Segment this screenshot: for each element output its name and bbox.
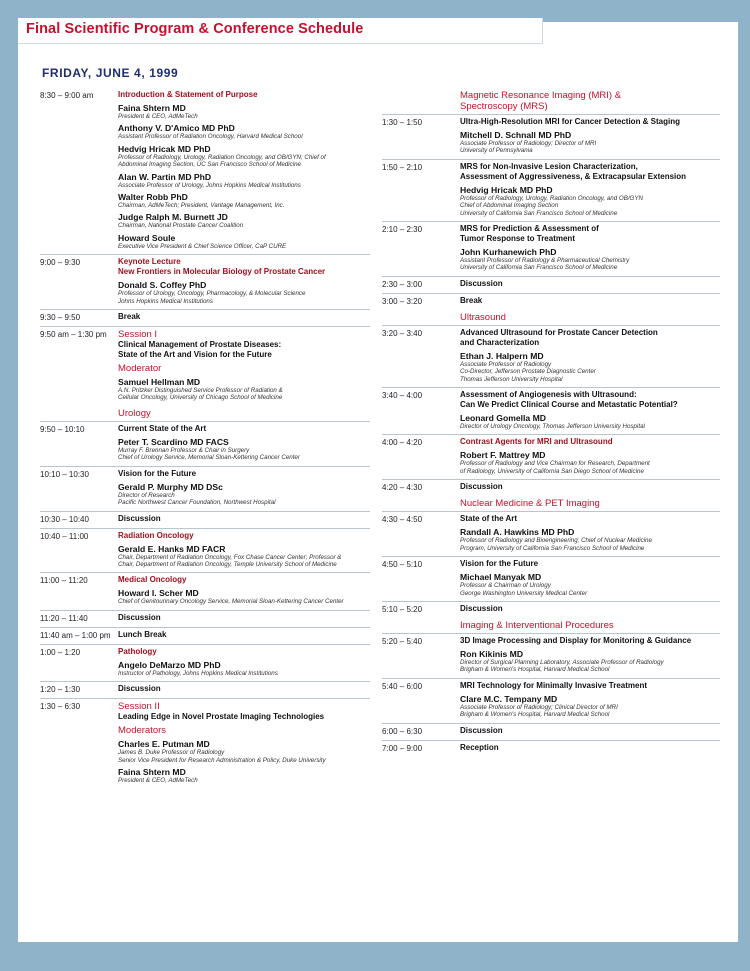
section-heading: Ultrasound: [382, 310, 720, 326]
left-schedule-column: [40, 88, 370, 788]
speaker: [118, 377, 370, 402]
speaker-affiliation: President & CEO, AdMeTech: [118, 776, 198, 784]
time-slot: 5:10 – 5:20: [382, 604, 423, 614]
session-details: [460, 224, 720, 272]
speaker-name: Judge Ralph M. Burnett JD: [118, 212, 228, 223]
speaker-name: Samuel Hellman MD: [118, 377, 201, 388]
speaker-name: Gerald E. Hanks MD FACR: [118, 543, 226, 554]
schedule-row: [382, 326, 720, 388]
speaker: [118, 212, 370, 229]
schedule-row: [40, 628, 370, 645]
session-details: [460, 514, 720, 552]
time-slot: 10:40 – 11:00: [40, 531, 89, 541]
time-slot: 1:30 – 6:30: [40, 702, 81, 712]
speaker-affiliation: Program, University of California San Francisco School of Medicine: [460, 544, 645, 552]
schedule-row: [382, 435, 720, 480]
session-title: Reception: [460, 742, 499, 752]
session-title: Current State of the Art: [118, 423, 207, 433]
section-heading: Urology: [40, 406, 370, 422]
speaker: [460, 130, 720, 155]
speaker-affiliation: Assistant Professor of Radiation Oncology, Harvard Medical School: [118, 133, 303, 141]
session-title: MRS for Prediction & Assessment of: [460, 224, 599, 234]
session-details: [460, 636, 720, 674]
speaker: [118, 144, 370, 169]
speaker: [118, 280, 370, 305]
schedule-row: [40, 88, 370, 255]
time-slot: 1:20 – 1:30: [40, 685, 81, 695]
speaker: [460, 649, 720, 674]
speaker: [460, 450, 720, 475]
speaker-affiliation: of Radiology, University of California San Diego School of Medicine: [460, 467, 644, 475]
schedule-row: [382, 741, 720, 757]
speaker: [460, 572, 720, 597]
speaker-name: Hedvig Hricak MD PhD: [118, 143, 211, 154]
speaker-name: Leonard Gomella MD: [460, 413, 546, 424]
session-details: [118, 630, 370, 640]
speaker-affiliation: President & CEO, AdMeTech: [118, 113, 198, 120]
session-details: [460, 482, 720, 492]
schedule-row: [382, 724, 720, 741]
schedule-row: [40, 611, 370, 628]
session-subtitle: Assessment of Aggressiveness, & Extracapsular Extension: [460, 171, 687, 181]
schedule-row: [382, 388, 720, 435]
speaker-name: Faina Shtern MD: [118, 103, 186, 113]
schedule-row: [40, 327, 370, 406]
session-subtitle: New Frontiers in Molecular Biology of Prostate Cancer: [118, 267, 326, 277]
time-slot: 1:30 – 1:50: [382, 118, 423, 127]
schedule-row: [382, 480, 720, 496]
session-details: [118, 257, 370, 305]
speaker-affiliation: Associate Professor of Radiology; Clinical Director of MRI: [460, 703, 618, 711]
speaker-affiliation: Professor of Radiology, Urology, Radiation Oncology, and OB/GYN; Chief of: [118, 153, 326, 161]
date-heading: FRIDAY, JUNE 4, 1999: [42, 66, 179, 80]
session-title: MRS for Non-Invasive Lesion Characterization,: [460, 161, 638, 171]
time-slot: 3:00 – 3:20: [382, 296, 423, 306]
session-subtitle: Tumor Response to Treatment: [460, 234, 575, 244]
speaker-affiliation: Professor & Chairman of Urology: [460, 582, 551, 590]
schedule-row: [382, 115, 720, 160]
speaker-affiliation: Associate Professor of Radiology; Director of MRI: [460, 140, 597, 147]
speaker-affiliation: Chairman, AdMeTech; President, Vantage Management, Inc.: [118, 202, 285, 210]
speaker-affiliation: Abdominal Imaging Section, UC San Francisco School of Medicine: [118, 161, 301, 169]
schedule-row: [40, 682, 370, 699]
section-heading: [382, 88, 720, 115]
speaker-affiliation: Senior Vice President for Research Administration & Policy, Duke University: [118, 756, 326, 764]
speaker-affiliation: Brigham & Women's Hospital, Harvard Medical School: [460, 666, 610, 674]
time-slot: 9:50 – 10:10: [40, 424, 85, 434]
speaker-name: Randall A. Hawkins MD PhD: [460, 527, 575, 538]
speaker-affiliation: James B. Duke Professor of Radiology: [118, 749, 225, 757]
speaker-affiliation: Pacific Northwest Cancer Foundation, Northwest Hospital: [118, 499, 276, 507]
speaker-affiliation: Professor of Radiology and Vice Chairman for Research, Department: [460, 460, 650, 468]
speaker-name: Clare M.C. Tempany MD: [460, 693, 558, 704]
time-slot: 9:00 – 9:30: [40, 258, 81, 268]
speaker-affiliation: Murray F. Brennan Professor & Chair in Surgery: [118, 446, 250, 454]
speaker-name: Alan W. Partin MD PhD: [118, 171, 212, 182]
section-heading-line: Magnetic Resonance Imaging (MRI) &: [460, 90, 622, 101]
session-details: [460, 279, 720, 289]
time-slot: 4:00 – 4:20: [382, 438, 423, 448]
page-title: Final Scientific Program & Conference Schedule: [26, 21, 364, 37]
speaker-name: Ron Kikinis MD: [460, 648, 524, 659]
speaker-affiliation: University of Pennsylvania: [460, 147, 533, 155]
schedule-row: [40, 645, 370, 682]
section-heading: Imaging & Interventional Procedures: [382, 618, 720, 634]
speaker-name: Charles E. Putman MD: [118, 739, 210, 750]
speaker: [118, 233, 370, 250]
session-title: Medical Oncology: [118, 575, 187, 585]
speaker-affiliation: A.N. Pritzker Distinguished Service Professor of Radiation &: [118, 387, 283, 395]
session-details: [118, 575, 370, 605]
speaker-name: Faina Shtern MD: [118, 766, 186, 777]
schedule-row: [382, 512, 720, 557]
time-slot: 4:30 – 4:50: [382, 515, 423, 525]
speaker-affiliation: Co-Director, Jefferson Prostate Diagnostic Center: [460, 368, 596, 376]
session-details: [118, 312, 370, 322]
time-slot: 6:00 – 6:30: [382, 726, 423, 736]
session-details: [460, 437, 720, 475]
time-slot: 4:20 – 4:30: [382, 483, 423, 493]
speaker-affiliation: Associate Professor of Urology, Johns Hopkins Medical Institutions: [118, 181, 301, 189]
speaker-name: Hedvig Hricak MD PhD: [460, 184, 553, 195]
schedule-row: [382, 679, 720, 724]
session-title: MRI Technology for Minimally Invasive Treatment: [460, 680, 648, 690]
session-title: Introduction & Statement of Purpose: [118, 90, 258, 99]
time-slot: 9:30 – 9:50: [40, 313, 81, 323]
speaker-affiliation: Professor of Urology, Oncology, Pharmacology, & Molecular Science: [118, 290, 306, 298]
session-title: Assessment of Angiogenesis with Ultrasound:: [460, 390, 637, 400]
speaker-name: Angelo DeMarzo MD PhD: [118, 659, 221, 670]
time-slot: 3:20 – 3:40: [382, 328, 423, 338]
session-details: [118, 531, 370, 569]
speaker: [460, 185, 720, 217]
schedule-row: [382, 160, 720, 222]
schedule-row: [382, 294, 720, 310]
speaker: [118, 103, 370, 120]
schedule-row: [40, 310, 370, 327]
speaker-affiliation: Associate Professor of Radiology: [460, 360, 552, 368]
speaker-affiliation: Chief of Genitourinary Oncology Service, Memorial Sloan-Kettering Cancer Center: [118, 598, 344, 606]
session-details: [118, 684, 370, 694]
time-slot: 11:40 am – 1:00 pm: [40, 630, 111, 640]
speaker: [118, 482, 370, 507]
time-slot: 7:00 – 9:00: [382, 743, 423, 753]
session-heading: Session I: [118, 329, 158, 341]
schedule-row: [40, 573, 370, 610]
session-title: Lunch Break: [118, 629, 167, 639]
speaker: [460, 351, 720, 383]
session-details: [118, 647, 370, 677]
time-slot: 2:10 – 2:30: [382, 225, 423, 235]
session-title: Pathology: [118, 646, 157, 656]
time-slot: 1:00 – 1:20: [40, 647, 81, 657]
session-details: [118, 701, 370, 784]
session-title: Discussion: [460, 278, 503, 288]
session-title: Discussion: [460, 603, 503, 613]
speaker: [118, 544, 370, 569]
session-details: [118, 613, 370, 623]
session-details: [460, 559, 720, 597]
speaker: [118, 739, 370, 764]
speaker-affiliation: University of California San Francisco School of Medicine: [460, 264, 618, 272]
time-slot: 10:10 – 10:30: [40, 469, 89, 479]
time-slot: 11:20 – 11:40: [40, 613, 88, 623]
speaker: [118, 660, 370, 677]
time-slot: 11:00 – 11:20: [40, 576, 88, 586]
session-details: [118, 329, 370, 402]
session-details: [118, 514, 370, 524]
session-details: [460, 743, 720, 753]
speaker-affiliation: Chief of Urology Service, Memorial Sloan-Kettering Cancer Center: [118, 454, 300, 462]
time-slot: 3:40 – 4:00: [382, 391, 423, 401]
speaker-affiliation: Chairman, National Prostate Cancer Coalition: [118, 222, 244, 230]
speaker-affiliation: Assistant Professor of Radiology & Pharmaceutical Chemistry: [460, 257, 630, 265]
speaker-affiliation: Director of Surgical Planning Laboratory, Associate Professor of Radiology: [460, 658, 664, 666]
speaker-affiliation: Professor of Radiology, Urology, Radiation Oncology, and OB/GYN: [460, 194, 643, 202]
moderator-heading: Moderator: [118, 363, 162, 375]
session-title: Discussion: [118, 612, 161, 622]
time-slot: 5:40 – 6:00: [382, 681, 423, 691]
speaker: [118, 437, 370, 462]
session-details: [460, 117, 720, 155]
session-title: Contrast Agents for MRI and Ultrasound: [460, 437, 613, 447]
time-slot: 1:50 – 2:10: [382, 162, 423, 172]
speaker-name: Michael Manyak MD: [460, 572, 542, 583]
schedule-row: [40, 467, 370, 512]
speaker-affiliation: Johns Hopkins Medical Institutions: [118, 297, 213, 305]
schedule-row: [40, 422, 370, 467]
speaker-name: Ethan J. Halpern MD: [460, 350, 544, 361]
section-heading: Nuclear Medicine & PET Imaging: [382, 496, 720, 512]
session-details: [460, 604, 720, 614]
speaker: [118, 172, 370, 189]
session-title: Keynote Lecture: [118, 257, 181, 267]
speaker: [118, 192, 370, 209]
schedule-row: [40, 699, 370, 788]
speaker-name: Howard Soule: [118, 232, 176, 243]
speaker: [460, 694, 720, 719]
session-title: Vision for the Future: [460, 559, 539, 569]
speaker-affiliation: Director of Research: [118, 491, 175, 499]
session-title: Clinical Management of Prostate Diseases:: [118, 340, 282, 350]
session-title: Leading Edge in Novel Prostate Imaging Technologies: [118, 712, 325, 722]
speaker-name: Peter T. Scardino MD FACS: [118, 436, 229, 447]
session-title: Advanced Ultrasound for Prostate Cancer Detection: [460, 327, 658, 337]
speaker-name: Mitchell D. Schnall MD PhD: [460, 130, 572, 140]
speaker: [460, 413, 720, 430]
session-title: Ultra-High-Resolution MRI for Cancer Detection & Staging: [460, 117, 681, 126]
session-details: [460, 328, 720, 383]
speaker-affiliation: Cellular Oncology, University of Chicago School of Medicine: [118, 394, 283, 402]
speaker-name: Anthony V. D'Amico MD PhD: [118, 123, 235, 134]
schedule-row: [40, 512, 370, 529]
title-banner: [18, 18, 543, 44]
speaker: [460, 247, 720, 272]
speaker-affiliation: Chief of Abdominal Imaging Section: [460, 202, 559, 210]
speaker-name: Robert F. Mattrey MD: [460, 450, 546, 461]
session-title: Discussion: [460, 725, 503, 735]
speaker: [118, 767, 370, 784]
session-details: [118, 469, 370, 507]
speaker: [118, 588, 370, 605]
speaker-name: Howard I. Scher MD: [118, 588, 199, 599]
moderator-heading: Moderators: [118, 725, 167, 737]
session-details: [460, 162, 720, 217]
session-title: Vision for the Future: [118, 468, 197, 478]
speaker: [460, 527, 720, 552]
section-heading-line: Spectroscopy (MRS): [460, 101, 548, 112]
session-details: [460, 296, 720, 306]
session-details: [460, 390, 720, 430]
speaker-affiliation: Chair, Department of Radiation Oncology, Fox Chase Cancer Center; Professor &: [118, 553, 342, 561]
time-slot: 4:50 – 5:10: [382, 560, 423, 570]
speaker-affiliation: University of California San Francisco School of Medicine: [460, 209, 618, 217]
schedule-row: [382, 634, 720, 679]
session-subtitle: State of the Art and Vision for the Future: [118, 350, 272, 360]
speaker-affiliation: George Washington University Medical Center: [460, 589, 588, 597]
session-title: Discussion: [118, 513, 161, 523]
speaker-affiliation: Director of Urology Oncology, Thomas Jefferson University Hospital: [460, 423, 645, 431]
speaker: [118, 123, 370, 140]
schedule-row: [382, 557, 720, 602]
session-title: Discussion: [460, 482, 503, 492]
speaker-name: Walter Robb PhD: [118, 192, 188, 203]
session-title: Break: [460, 295, 483, 305]
speaker-affiliation: Professor of Radiology and Bioengineering; Chief of Nuclear Medicine: [460, 537, 652, 545]
time-slot: 10:30 – 10:40: [40, 514, 89, 524]
time-slot: 8:30 – 9:00 am: [40, 91, 94, 100]
schedule-row: [382, 222, 720, 277]
session-subtitle: and Characterization: [460, 337, 540, 347]
session-title: Break: [118, 312, 141, 322]
right-schedule-column: [382, 88, 720, 757]
time-slot: 5:20 – 5:40: [382, 636, 423, 646]
speaker-affiliation: Executive Vice President & Chief Science Officer, CaP CURE: [118, 242, 287, 250]
schedule-row: [40, 529, 370, 574]
session-title: Radiation Oncology: [118, 530, 194, 540]
session-title: State of the Art: [460, 514, 518, 524]
speaker-affiliation: Brigham & Women's Hospital, Harvard Medical School: [460, 711, 610, 719]
speaker-affiliation: Instructor of Pathology, Johns Hopkins Medical Institutions: [118, 669, 278, 677]
program-page: [18, 22, 738, 942]
session-subtitle: Can We Predict Clinical Course and Metastatic Potential?: [460, 400, 678, 410]
session-title: Discussion: [118, 684, 161, 694]
speaker-affiliation: Thomas Jefferson University Hospital: [460, 375, 563, 383]
session-heading: Session II: [118, 701, 160, 713]
session-details: [460, 681, 720, 719]
speaker-name: John Kurhanewich PhD: [460, 247, 557, 258]
time-slot: 2:30 – 3:00: [382, 279, 423, 289]
schedule-row: [382, 277, 720, 294]
session-title: 3D Image Processing and Display for Monitoring & Guidance: [460, 635, 692, 645]
speaker-name: Donald S. Coffey PhD: [118, 280, 207, 291]
time-slot: 9:50 am – 1:30 pm: [40, 330, 107, 340]
session-details: [118, 90, 370, 250]
session-details: [460, 726, 720, 736]
speaker-affiliation: Chair, Department of Radiation Oncology, Temple University School of Medicine: [118, 560, 337, 568]
schedule-row: [382, 602, 720, 618]
schedule-row: [40, 255, 370, 310]
speaker-name: Gerald P. Murphy MD DSc: [118, 481, 223, 492]
session-details: [118, 424, 370, 462]
